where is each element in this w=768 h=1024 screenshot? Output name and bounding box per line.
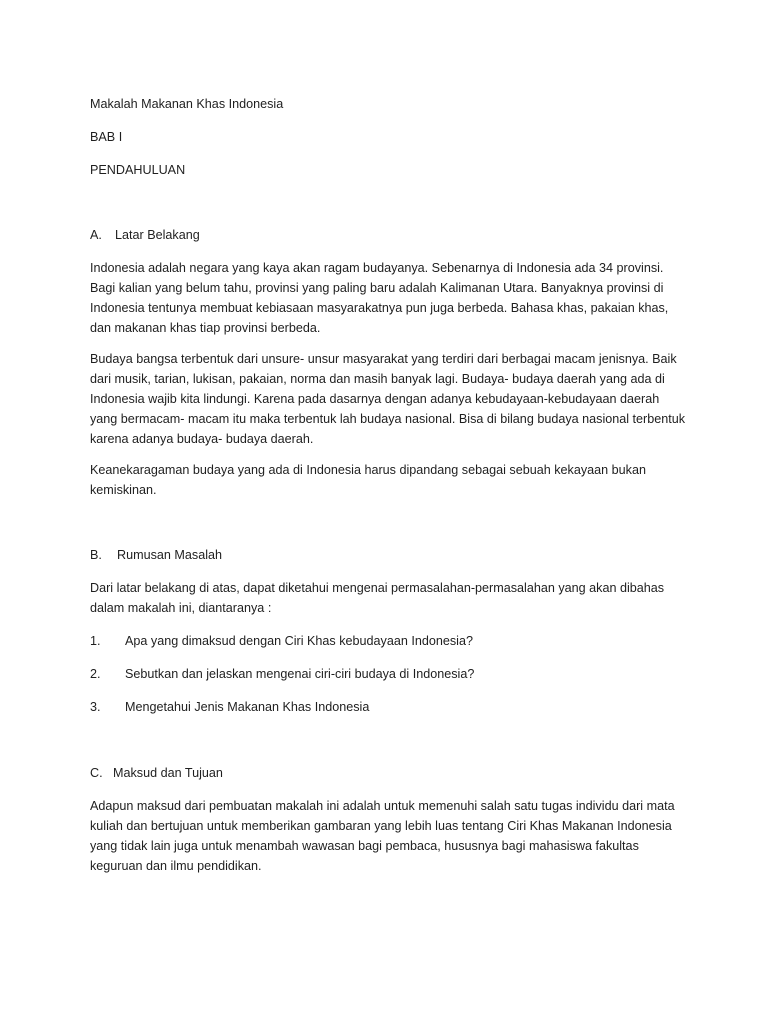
list-item-text: Sebutkan dan jelaskan mengenai ciri-ciri budaya di Indonesia?	[125, 667, 475, 681]
section-a-letter: A.	[90, 228, 102, 242]
chapter-label: BAB I	[90, 130, 123, 144]
list-item	[90, 631, 690, 651]
section-c-letter: C.	[90, 766, 103, 780]
section-b-title: Rumusan Masalah	[117, 548, 222, 562]
list-item-number: 1.	[90, 634, 101, 648]
section-b-intro: Dari latar belakang di atas, dapat diketahui mengenai permasalahan-permasalahan yang akan dibahas dalam makalah ini, diantaranya :	[90, 581, 665, 615]
section-c-title: Maksud dan Tujuan	[113, 766, 223, 780]
list-item	[90, 664, 690, 684]
section-a-paragraph-2: Budaya bangsa terbentuk dari unsure- unsur masyarakat yang terdiri dari berbagai macam jenisnya. Baik dari musik, tarian, lukisan, pakaian, norma dan masih banyak lagi. Budaya- budaya daerah yang ada di Indonesia wajib kita lindungi. Karena pada dasarnya dengan adanya kebudayaan-kebudayaan daerah yang bermacam- macam itu maka terbentuk lah budaya nasional. Bisa di bilang budaya nasional terbentuk karena adanya budaya- budaya daerah.	[90, 352, 686, 446]
section-a-paragraph-1: Indonesia adalah negara yang kaya akan ragam budayanya. Sebenarnya di Indonesia ada 34 provinsi. Bagi kalian yang belum tahu, provinsi yang paling baru adalah Kalimanan Utara. Banyaknya provinsi di Indonesia tentunya membuat kebiasaan masyarakatnya pun juga berbeda. Bahasa khas, pakaian khas, dan makanan khas tiap provinsi berbeda.	[90, 261, 669, 335]
list-item-number: 3.	[90, 700, 101, 714]
section-c-paragraph: Adapun maksud dari pembuatan makalah ini adalah untuk memenuhi salah satu tugas individu dari mata kuliah dan bertujuan untuk memberikan gambaran yang lebih luas tentang Ciri Khas Makanan Indonesia yang tidak lain juga untuk menambah wawasan bagi pembaca, hususnya bagi mahasiswa fakultas keguruan dan ilmu pendidikan.	[90, 799, 675, 873]
section-b-heading	[90, 545, 690, 565]
list-item-text: Mengetahui Jenis Makanan Khas Indonesia	[125, 700, 370, 714]
list-item	[90, 697, 690, 717]
chapter-title: PENDAHULUAN	[90, 163, 186, 177]
document-body	[90, 94, 690, 887]
section-a-heading	[90, 225, 690, 245]
section-a-title: Latar Belakang	[115, 228, 200, 242]
document-title: Makalah Makanan Khas Indonesia	[90, 97, 284, 111]
section-a-paragraph-3: Keanekaragaman budaya yang ada di Indonesia harus dipandang sebagai sebuah kekayaan bukan kemiskinan.	[90, 463, 646, 497]
list-item-number: 2.	[90, 667, 101, 681]
section-b-letter: B.	[90, 548, 102, 562]
list-item-text: Apa yang dimaksud dengan Ciri Khas kebudayaan Indonesia?	[125, 634, 473, 648]
section-c-heading	[90, 763, 690, 783]
